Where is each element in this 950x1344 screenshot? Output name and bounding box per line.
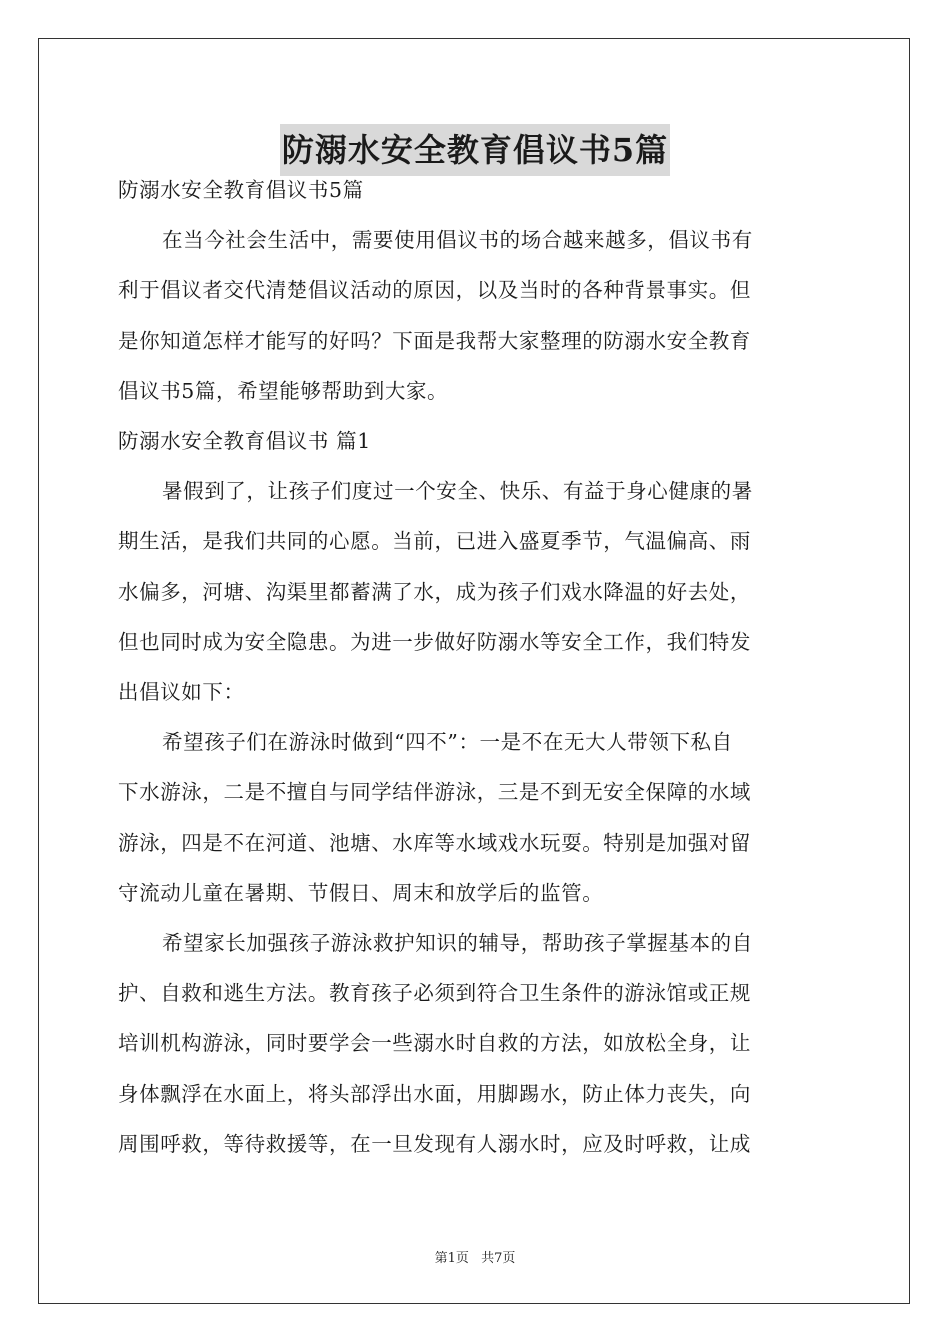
body-line: 希望家长加强孩子游泳救护知识的辅导，帮助孩子掌握基本的自 <box>162 931 753 955</box>
body-line: 暑假到了，让孩子们度过一个安全、快乐、有益于身心健康的暑 <box>162 479 753 504</box>
body-line: 下水游泳，二是不擅自与同学结伴游泳，三是不到无安全保障的水域 <box>118 780 751 805</box>
document-title <box>0 124 950 176</box>
body-line: 但也同时成为安全隐患。为进一步做好防溺水等安全工作，我们特发 <box>118 629 751 654</box>
page-total: 共7页 <box>481 1251 516 1266</box>
page-footer <box>0 1247 950 1266</box>
section-heading: 防溺水安全教育倡议书 篇1 <box>118 429 371 453</box>
body-line: 守流动儿童在暑期、节假日、周末和放学后的监管。 <box>118 880 604 905</box>
body-line: 培训机构游泳，同时要学会一些溺水时自救的方法，如放松全身，让 <box>118 1031 751 1056</box>
body-line: 游泳，四是不在河道、池塘、水库等水域戏水玩耍。特别是加强对留 <box>118 830 751 855</box>
body-line: 周围呼救，等待救援等，在一旦发现有人溺水时，应及时呼救，让成 <box>118 1131 751 1156</box>
document-subtitle: 防溺水安全教育倡议书5篇 <box>118 178 364 202</box>
body-line: 是你知道怎样才能写的好吗？下面是我帮大家整理的防溺水安全教育 <box>118 328 751 353</box>
body-line: 护、自救和逃生方法。教育孩子必须到符合卫生条件的游泳馆或正规 <box>118 981 751 1006</box>
body-line: 身体飘浮在水面上，将头部浮出水面，用脚踢水，防止体力丧失，向 <box>118 1081 751 1106</box>
body-line: 希望孩子们在游泳时做到“四不”：一是不在无大人带领下私自 <box>162 730 733 755</box>
body-line: 倡议书5篇，希望能够帮助到大家。 <box>118 378 449 403</box>
body-line: 出倡议如下： <box>118 680 245 704</box>
document-title-text: 防溺水安全教育倡议书5篇 <box>280 124 670 176</box>
body-line: 利于倡议者交代清楚倡议活动的原因，以及当时的各种背景事实。但 <box>118 278 751 303</box>
body-line: 期生活，是我们共同的心愿。当前，已进入盛夏季节，气温偏高、雨 <box>118 529 751 554</box>
body-line: 在当今社会生活中，需要使用倡议书的场合越来越多，倡议书有 <box>162 228 753 253</box>
body-line: 水偏多，河塘、沟渠里都蓄满了水，成为孩子们戏水降温的好去处， <box>118 579 751 604</box>
page-number: 第1页 <box>434 1251 469 1266</box>
